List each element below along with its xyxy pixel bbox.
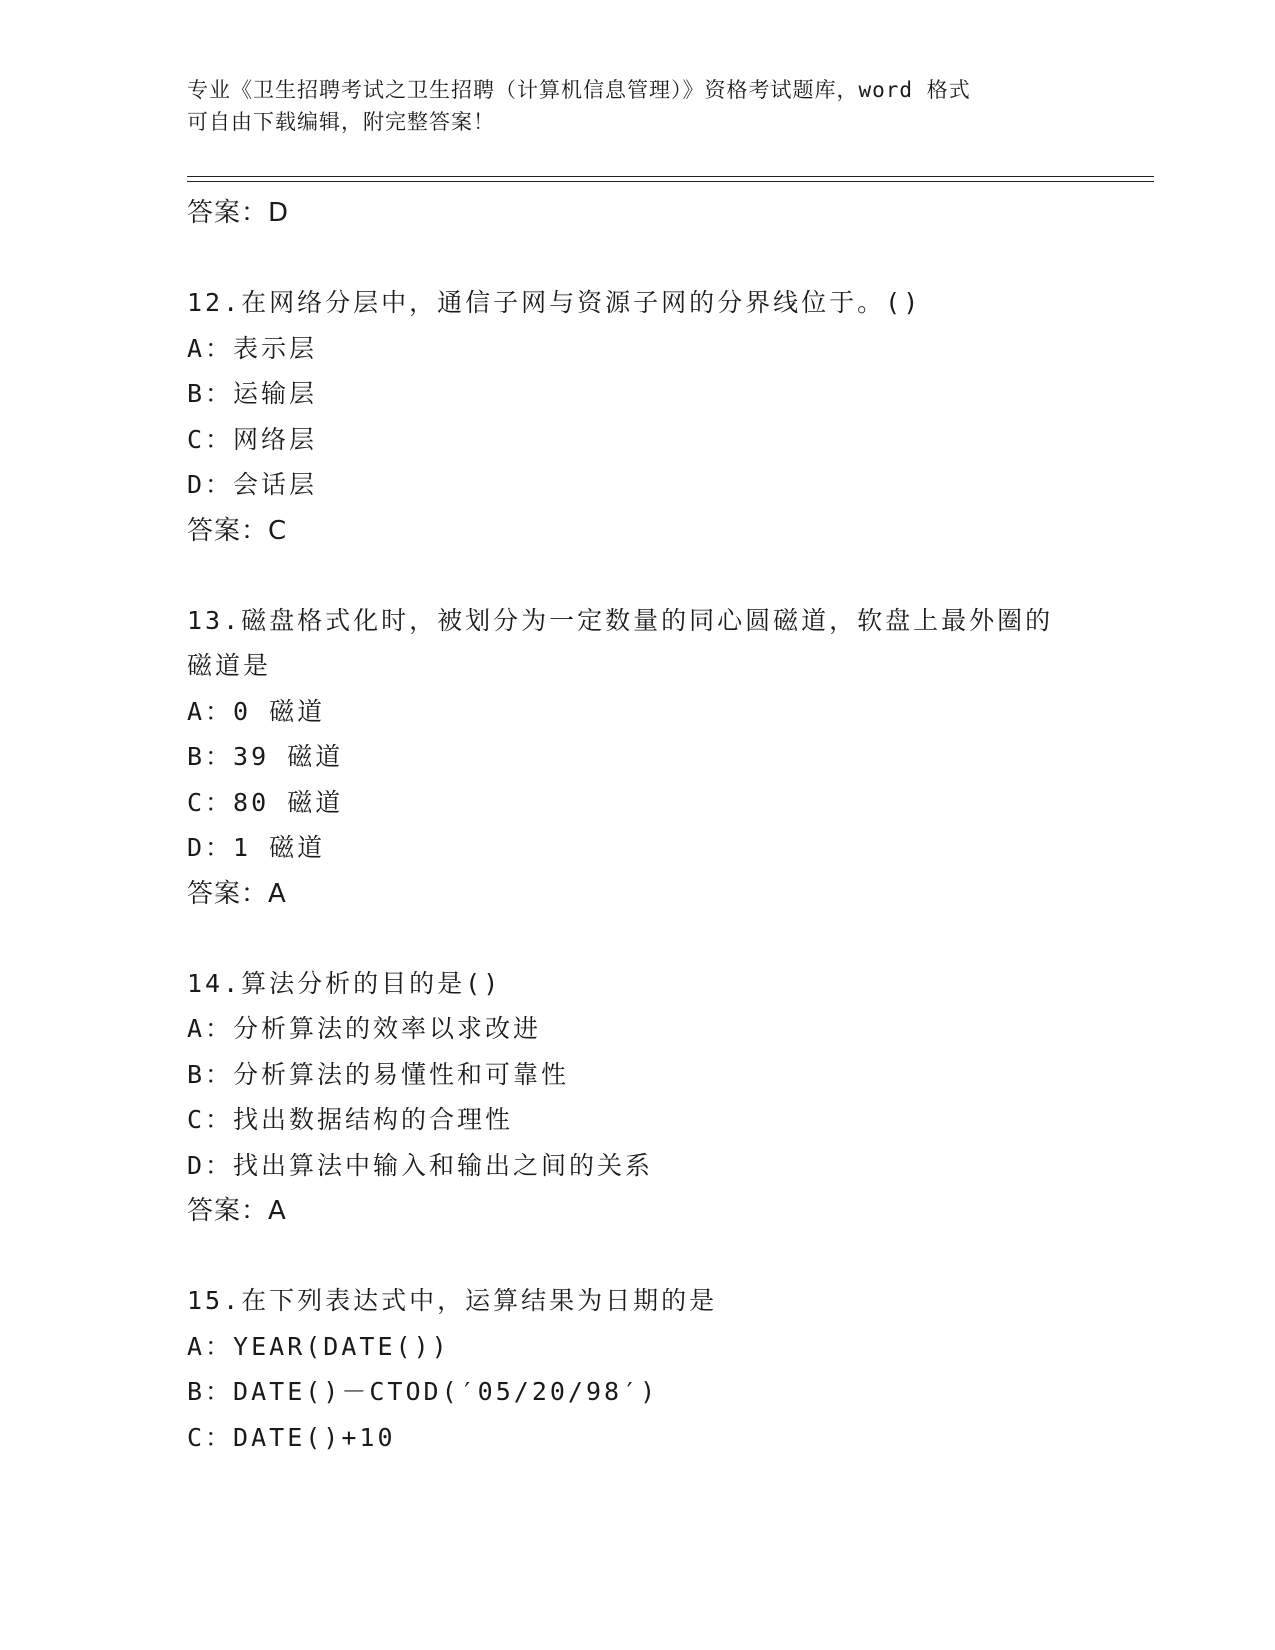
- option-c: C：DATE()+10: [187, 1422, 396, 1452]
- option-a: A：0 磁道: [187, 696, 326, 726]
- option-c: C：网络层: [187, 424, 318, 454]
- option-c: C：80 磁道: [187, 787, 344, 817]
- question-text: 14.算法分析的目的是(): [187, 968, 502, 998]
- question-text: 15.在下列表达式中，运算结果为日期的是: [187, 1286, 718, 1315]
- spacer: [187, 554, 1147, 598]
- option-a: A：YEAR(DATE()): [187, 1331, 450, 1361]
- question-12: [187, 280, 1147, 554]
- option-d: D：会话层: [187, 470, 318, 499]
- header-divider-top: [187, 176, 1154, 177]
- previous-answer: 答案：D: [187, 198, 290, 228]
- option-b: B：39 磁道: [187, 742, 344, 771]
- spacer: [187, 1234, 1147, 1278]
- question-14: [187, 961, 1147, 1235]
- question-list: [187, 190, 1147, 1460]
- header-line-1: 专业《卫生招聘考试之卫生招聘（计算机信息管理）》资格考试题库，word 格式: [187, 78, 971, 102]
- option-a: A：表示层: [187, 333, 318, 363]
- question-text-line-1: 13.磁盘格式化时，被划分为一定数量的同心圆磁道，软盘上最外圈的: [187, 605, 1054, 635]
- answer: 答案：A: [187, 1196, 287, 1226]
- option-a: A：分析算法的效率以求改进: [187, 1014, 542, 1043]
- question-text-line-2: 磁道是: [187, 651, 272, 680]
- option-c: C：找出数据结构的合理性: [187, 1105, 514, 1134]
- answer: 答案：C: [187, 515, 288, 546]
- header-divider-bottom: [187, 181, 1154, 182]
- question-15: [187, 1278, 1147, 1460]
- header-line-2: 可自由下载编辑，附完整答案！: [187, 110, 495, 134]
- spacer: [187, 917, 1147, 961]
- document-header: [187, 74, 1087, 138]
- option-d: D：找出算法中输入和输出之间的关系: [187, 1150, 654, 1180]
- option-b: B：分析算法的易懂性和可靠性: [187, 1059, 570, 1089]
- answer: 答案：A: [187, 878, 287, 909]
- option-d: D：1 磁道: [187, 833, 326, 862]
- option-b: B：运输层: [187, 379, 318, 408]
- spacer: [187, 236, 1147, 280]
- option-b: B：DATE()－CTOD(′05/20/98′): [187, 1377, 659, 1406]
- question-13: [187, 598, 1147, 917]
- question-text: 12.在网络分层中，通信子网与资源子网的分界线位于。(): [187, 288, 922, 317]
